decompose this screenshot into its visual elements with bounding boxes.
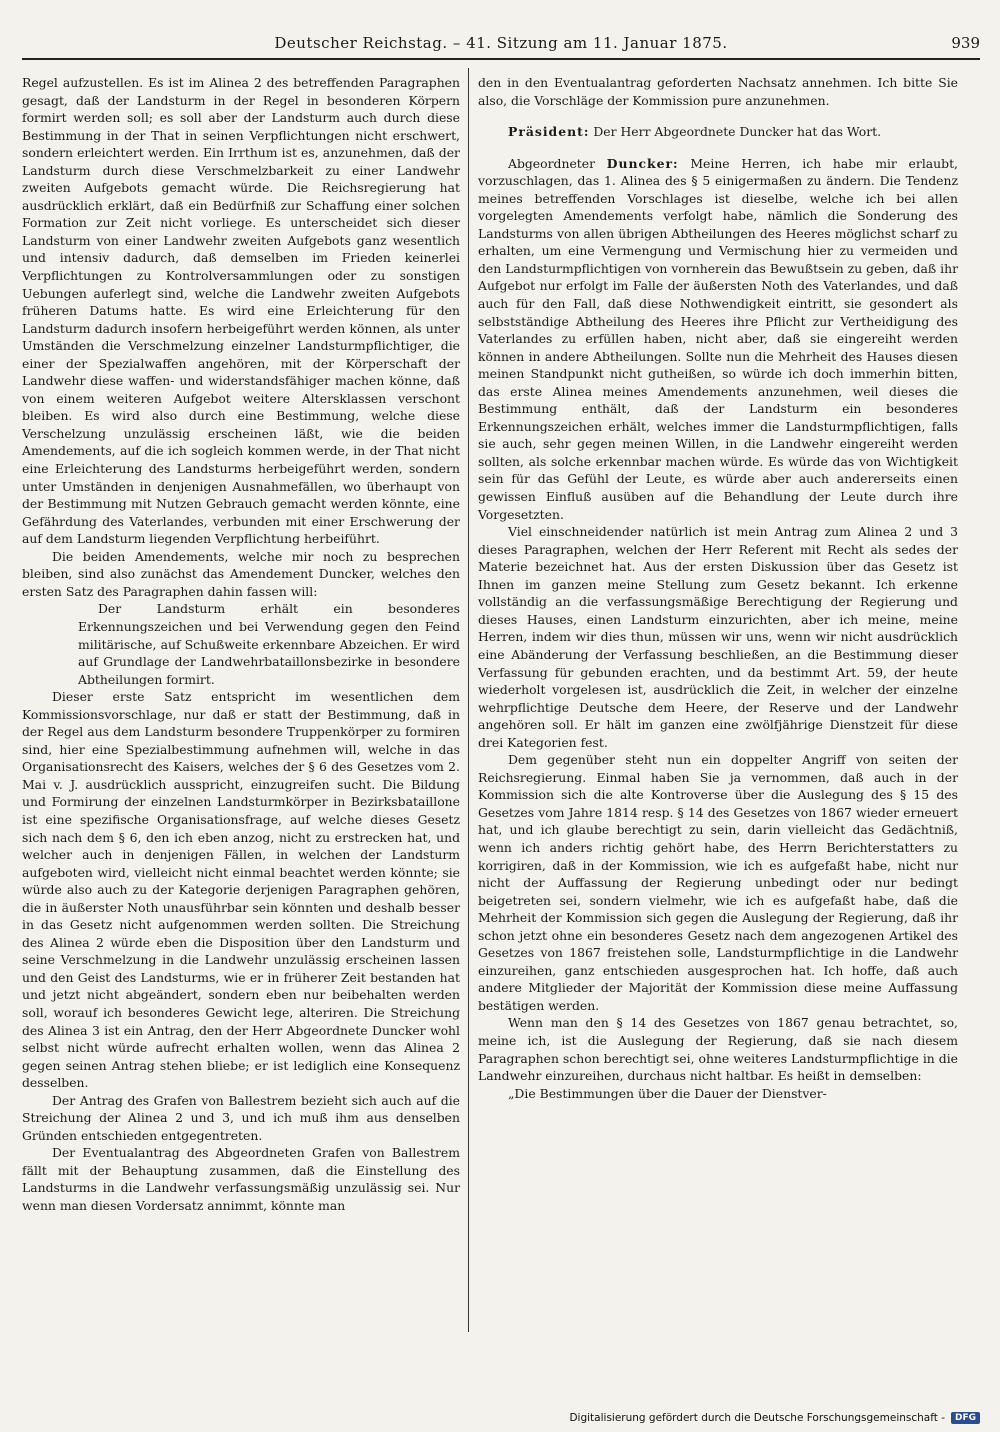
left-paragraph-1: Regel aufzustellen. Es ist im Alinea 2 des betreffenden Paragraphen gesagt, daß der Landsturm in der Regel in besonderen Körpern formirt werden soll; es soll aber der Landsturm auch durch diese Bestimmung in der That in seinen Verpflichtungen nicht erschwert, sondern erleichtert werden. Ein Irrthum ist es, anzunehmen, daß der Landsturm durch diese Verschmelzbarkeit zu einer Landwehr zweiten Aufgebots gemacht würde. Die Reichsregierung hat ausdrücklich erklärt, daß ein Bedürfniß zur Schaffung einer solchen Formation zur Zeit nicht vorliege. Es unterscheidet sich dieser Landsturm von einer Landwehr zweiten Aufgebots ganz wesentlich und intensiv dadurch, daß demselben im Frieden keinerlei Verpflichtungen zu Kontrolversammlungen oder zu sonstigen Uebungen auferlegt sind, welche die Landwehr zweiten Aufgebots früheren Datums hatte. Es wird eine Erleichterung für den Landsturm dadurch insofern herbeigeführt werden können, als unter Umständen die Verschmelzung einzelner Landsturmpflichtiger, die einer der Spezialwaffen angehören, mit der Körperschaft der Landwehr diese waffen- und widerstandsfähiger machen könne, daß von einem weiteren Aufgebot weitere Altersklassen verschont bleiben. Es wird also durch eine Bestimmung, welche diese Verschelzung unzulässig erscheinen läßt, wie die beiden Amendements, auf die ich sogleich kommen werde, in der That nicht eine Erleichterung des Landsturms herbeigeführt werden, sondern unter Umständen in denjenigen Ausnahmefällen, wo überhaupt von der Bestimmung mit Nutzen Gebrauch gemacht werden könnte, eine Gefährdung des Vaterlandes, verbunden mit einer Erschwerung der auf dem Landsturm liegenden Verpflichtung herbeiführt. [22,75,460,547]
speaker-intro: Abgeordneter [508,155,596,171]
left-paragraph-4: Der Antrag des Grafen von Ballestrem bezieht sich auch auf die Streichung der Alinea 2 und 3, und ich muß ihm aus denselben Gründen entschieden entgegentreten. [22,1092,460,1143]
amendment-quote [78,600,460,688]
page-header [22,30,980,60]
left-paragraph-2: Die beiden Amendements, welche mir noch zu besprechen bleiben, sind also zunächst das Amendement Duncker, welches den ersten Satz des Paragraphen dahin fassen will: [22,548,460,599]
left-paragraph-3: Dieser erste Satz entspricht im wesentlichen dem Kommissionsvorschlage, nur daß er statt der Bestimmung, daß in der Regel aus dem Landsturm besondere Truppenkörper zu formiren sind, hier eine Spezialbestimmung aufnehmen will, welche in das Organisationsrecht des Kaisers, welches der § 6 des Gesetzes vom 2. Mai v. J. ausdrücklich ausspricht, einzugreifen sucht. Die Bildung und Formirung der einzelnen Landsturmkörper in Bezirksbataillone ist eine spezifische Organisationsfrage, auf welche dieses Gesetz sich nach dem § 6, den ich eben anzog, nicht zu erstrecken hat, und welcher auch in denjenigen Fällen, in welchen der Landsturm aufgeboten wird, vielleicht nicht einmal beachtet werden könnte; sie würde also auch zu der Kategorie derjenigen Paragraphen gehören, die in äußerster Noth unausführbar sein könnten und deshalb besser in das Gesetz nicht aufgenommen werden sollten. Die Streichung des Alinea 2 würde eben die Disposition über den Landsturm und seine Verschmelzung in die Landwehr unzulässig erscheinen lassen und den Geist des Landsturms, wie er in früherer Zeit bestanden hat und jetzt nicht abgeändert, sondern eben nur beibehalten werden soll, worauf ich besonderes Gewicht lege, alteriren. Die Streichung des Alinea 3 ist ein Antrag, den der Herr Abgeordnete Duncker wohl selbst nicht würde aufrecht erhalten wollen, wenn das Alinea 2 gegen seinen Antrag stehen bliebe; er ist lediglich eine Konsequenz desselben. [22,689,460,1091]
left-column [22,74,460,1215]
page-number: 939 [951,34,980,52]
dfg-logo: DFG [951,1412,980,1424]
duncker-speech [478,155,958,523]
right-column [478,74,958,1102]
column-divider [468,68,469,1332]
right-paragraph-1: den in den Eventualantrag geforderten Nachsatz annehmen. Ich bitte Sie also, die Vorschläge der Kommission pure anzunehmen. [478,75,958,108]
president-text: Der Herr Abgeordnete Duncker hat das Wort. [593,124,882,140]
digitization-footer [569,1412,980,1424]
speaker-duncker: Duncker: [606,155,679,171]
right-paragraph-7: „Die Bestimmungen über die Dauer der Dienstver- [508,1085,827,1101]
quote-text: Der Landsturm erhält ein besonderes Erkennungszeichen und bei Verwendung gegen den Feind militärische, auf Schußweite erkennbare Abzeichen. Er wird auf Grundlage der Landwehrbataillonsbezirke in besondere Abtheilungen formirt. [78,601,460,687]
speaker-president: Präsident: [508,124,590,140]
right-paragraph-4: Viel einschneidender natürlich ist mein Antrag zum Alinea 2 und 3 dieses Paragraphen, welchen der Herr Referent mit Recht als sedes der Materie bezeichnet hat. Aus der ersten Diskussion über das Gesetz ist Ihnen im ganzen meine Stellung zum Gesetz bekannt. Ich erkenne vollständig an die verfassungsmäßige Berechtigung der Regierung und dieses Hauses, einen Landsturm einzurichten, aber ich meine, meine Herren, indem wir dies thun, müssen wir uns, wenn wir nicht ausdrücklich eine Abänderung der Verfassung beschließen, an die Bestimmung dieser Verfassung für gebunden erachten, und da bestimmt Art. 59, der heute wiederholt vorgelesen ist, ausdrücklich die Zeit, in welcher der einzelne wehrpflichtige Deutsche dem Heere, der Reserve und der Landwehr angehören soll. Er hält im ganzen eine zwölfjährige Dienstzeit für diese drei Kategorien fest. [478,524,958,750]
left-paragraph-5: Der Eventualantrag des Abgeordneten Grafen von Ballestrem fällt mit der Behauptung zusammen, daß die Einstellung des Landsturms in die Landwehr verfassungsmäßig unzulässig sei. Nur wenn man diesen Vordersatz annimmt, könnte man [22,1145,460,1213]
duncker-text: Meine Herren, ich habe mir erlaubt, vorzuschlagen, das 1. Alinea des § 5 einigermaßen zu ändern. Die Tendenz meines betreffenden Vorschlages ist dieselbe, welche ich bei allen vorgelegten Amendements verfolgt habe, nämlich die Sonderung des Landsturms von allen übrigen Abtheilungen des Heeres möglichst scharf zu erhalten, um eine Vermengung und Vermischung hier zu vermeiden und den Landsturmpflichtigen von vornherein das Bewußtsein zu geben, daß ihr Aufgebot nur erfolgt im Falle der äußersten Noth des Vaterlandes, und daß auch für den Fall, daß diese Nothwendigkeit eintritt, sie gesondert als selbstständige Abtheilung des Heeres ihre Pflicht zur Vertheidigung des Vaterlandes zu erfüllen haben, nicht aber, daß sie eingereiht werden können in andere Abtheilungen. Sollte nun die Mehrheit des Hauses diesen meinen Standpunkt nicht gutheißen, so würde ich doch immerhin bitten, das erste Alinea meines Amendements anzunehmen, weil dieses die Bestimmung enthält, daß der Landsturm ein besonderes Erkennungszeichen erhält, welches immer die Landsturmpflichtigen, falls sie auch, sehr gegen meinen Willen, in die Landwehr eingereiht werden sollten, als solche erkennbar machen würde. Es würde das von Wichtigkeit sein für das Gefühl der Leute, es würde aber auch andererseits einen gewissen Einfluß ausüben auf die Behandlung der Leute durch ihre Vorgesetzten. [478,155,958,522]
right-paragraph-5: Dem gegenüber steht nun ein doppelter Angriff von seiten der Reichsregierung. Einmal haben Sie ja vernommen, daß auch in der Kommission sich die alte Kontroverse über die Auslegung des § 15 des Gesetzes vom Jahre 1814 resp. § 14 des Gesetzes von 1867 wieder erneuert hat, und ich glaube berechtigt zu sein, darin vielleicht das Gedächtniß, wenn ich anders richtig gehört habe, des Herrn Berichterstatters zu korrigiren, daß in der Kommission, wie ich es aufgefaßt habe, nicht nur nicht der Auffassung der Regierung unbedingt oder nur bedingt beigetreten sei, sondern vielmehr, wie ich es aufgefaßt habe, daß die Mehrheit der Kommission sich gegen die Auslegung der Regierung, daß ihr schon jetzt ohne ein besonderes Gesetz nach dem angezogenen Artikel des Gesetzes von 1867 freistehen solle, Landsturmpflichtige in die Landwehr einzureihen, ganz entschieden ausgesprochen hat. Ich hoffe, daß auch andere Mitglieder der Majorität der Kommission diese meine Auffassung bestätigen werden. [478,752,958,1013]
president-remark [478,123,958,141]
page-title: Deutscher Reichstag. – 41. Sitzung am 11. Januar 1875. [274,34,728,52]
footer-text: Digitalisierung gefördert durch die Deutsche Forschungsgemeinschaft - [569,1412,945,1424]
right-paragraph-6: Wenn man den § 14 des Gesetzes von 1867 genau betrachtet, so, meine ich, ist die Auslegung der Regierung, daß sie nach diesem Paragraphen schon berechtigt sei, ohne weiteres Landsturmpflichtige in die Landwehr einzureihen, durchaus nicht haltbar. Es heißt in demselben: [478,1015,958,1084]
